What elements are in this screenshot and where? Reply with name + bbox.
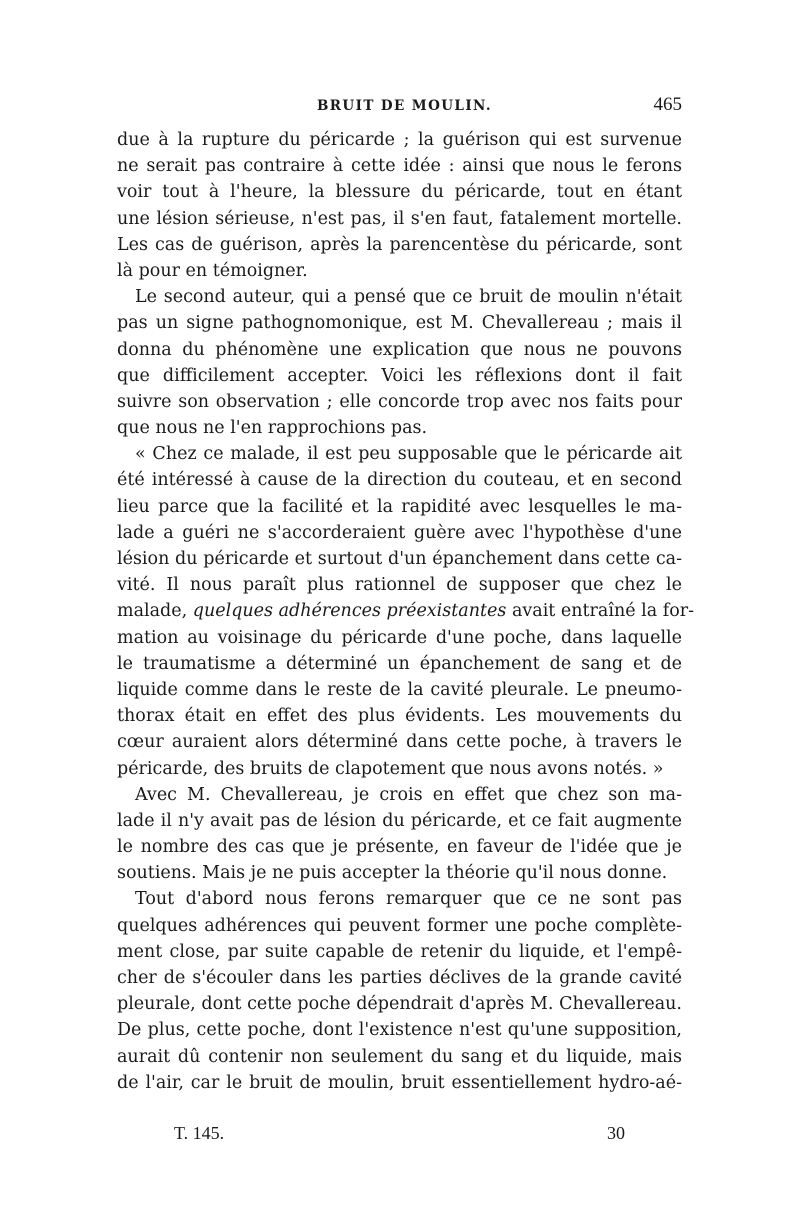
text-line: mation au voisinage du péricarde d'une poche, dans laquelle	[117, 627, 682, 648]
text-line: vité. Il nous paraît plus rationnel de supposer que chez le	[117, 575, 682, 596]
text-line: une lésion sérieuse, n'est pas, il s'en faut, fatalement mortelle.	[117, 208, 682, 229]
text-line: que nous ne l'en rapprochions pas.	[117, 418, 428, 439]
text-line: là pour en témoigner.	[117, 260, 308, 281]
text-line: « Chez ce malade, il est peu supposable que le péricarde ait	[135, 444, 682, 465]
text-line: Le second auteur, qui a pensé que ce bruit de moulin n'était	[135, 287, 682, 308]
text-line: lésion du péricarde et surtout d'un épanchement dans cette ca-	[117, 549, 682, 569]
text-line: lieu parce que la facilité et la rapidité avec lesquelles le ma-	[117, 496, 682, 517]
text-line: aurait dû contenir non seulement du sang et du liquide, mais	[117, 1046, 682, 1067]
text-segment: malade,	[117, 601, 188, 622]
text-line: Avec M. Chevallereau, je crois en effet que chez son ma-	[135, 784, 682, 805]
italic-phrase: quelques adhérences préexistantes	[192, 601, 507, 622]
text-line: soutiens. Mais je ne puis accepter la théorie qu'il nous donne.	[117, 863, 668, 884]
body-text	[117, 127, 695, 1096]
text-line: ment close, par suite capable de retenir du liquide, et l'empê-	[117, 941, 682, 962]
text-line: pas un signe pathognomonique, est M. Chevallereau ; mais il	[117, 313, 682, 334]
text-line: le nombre des cas que je présente, en faveur de l'idée que je	[117, 837, 682, 858]
text-line: ne serait pas contraire à cette idée : ainsi que nous le ferons	[117, 156, 682, 177]
text-line: été intéressé à cause de la direction du couteau, et en second	[117, 470, 682, 491]
text-line: due à la rupture du péricarde ; la guérison qui est survenue	[117, 130, 682, 150]
text-line: lade a guéri ne s'accorderaient guère avec l'hypothèse d'une	[117, 522, 682, 543]
text-line: de l'air, car le bruit de moulin, bruit essentiellement hydro-aé-	[117, 1072, 682, 1093]
text-line: De plus, cette poche, dont l'existence n'est qu'une supposition,	[117, 1020, 682, 1041]
text-line: cher de s'écouler dans les parties déclives de la grande cavité	[117, 968, 682, 988]
text-line: suivre son observation ; elle concorde trop avec nos faits pour	[117, 391, 682, 412]
text-line: que difficilement accepter. Voici les réflexions dont il fait	[117, 365, 682, 386]
text-line: Les cas de guérison, après la parencentèse du péricarde, sont	[117, 234, 682, 255]
text-line: péricarde, des bruits de clapotement que nous avons notés. »	[117, 758, 664, 779]
text-line: voir tout à l'heure, la blessure du péricarde, tout en étant	[117, 182, 682, 203]
text-line: le traumatisme a déterminé un épanchement de sang et de	[117, 653, 682, 674]
text-line: Tout d'abord nous ferons remarquer que ce ne sont pas	[135, 889, 682, 910]
text-line: quelques adhérences qui peuvent former une poche complète-	[117, 915, 682, 936]
running-title: BRUIT DE MOULIN.	[317, 98, 493, 114]
text-line: cœur auraient alors déterminé dans cette poche, à travers le	[117, 732, 682, 753]
text-line: donna du phénomène une explication que nous ne pouvons	[117, 339, 682, 360]
sheet-number: 30	[607, 1123, 625, 1143]
page-footer	[117, 1123, 682, 1153]
text-line: liquide comme dans le reste de la cavité pleurale. Le pneumo-	[117, 679, 682, 700]
signature-mark: T. 145.	[174, 1123, 225, 1143]
text-line: pleurale, dont cette poche dépendrait d'après M. Chevallereau.	[117, 994, 682, 1015]
text-line: thorax était en effet des plus évidents. Les mouvements du	[117, 706, 682, 727]
running-header	[117, 94, 682, 120]
text-segment: avait entraîné la for-	[511, 601, 695, 622]
text-line-with-italic	[117, 598, 695, 624]
page-number: 465	[653, 94, 682, 115]
text-line: lade il n'y avait pas de lésion du péricarde, et ce fait augmente	[117, 810, 682, 831]
